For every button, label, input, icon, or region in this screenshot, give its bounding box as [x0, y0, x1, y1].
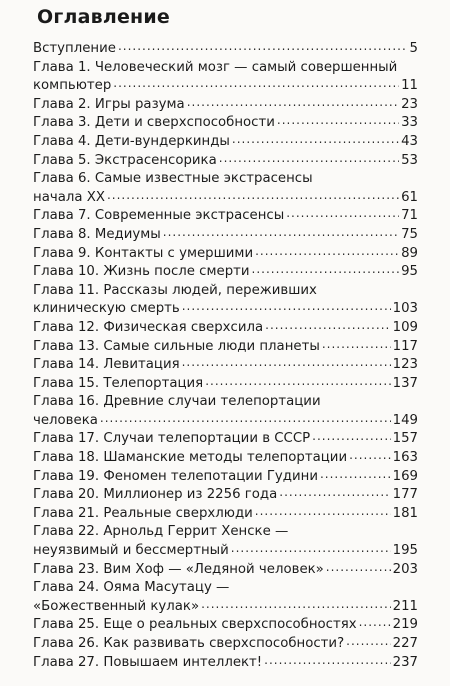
dot-leader	[231, 542, 391, 554]
toc-page-number: 117	[392, 338, 418, 354]
dot-leader	[182, 300, 391, 312]
toc-entry-line	[33, 226, 418, 245]
dot-leader	[312, 430, 390, 442]
toc-entry-title: Глава 12. Физическая сверхсила	[33, 319, 264, 335]
dot-leader	[326, 561, 391, 573]
toc-entry-title: Глава 2. Игры разума	[33, 96, 185, 112]
toc-page-number: 71	[401, 208, 418, 224]
toc-entry-title: Глава 26. Как развивать сверхспособности?	[33, 636, 345, 651]
toc-entry	[33, 282, 418, 319]
toc-entry-title: Глава 27. Повышаем интеллект!	[33, 654, 263, 670]
toc-entry-line	[33, 598, 418, 617]
toc-entry-title: Глава 18. Шаманские методы телепортации	[33, 450, 348, 466]
dot-leader	[346, 635, 390, 647]
toc-entry-line	[33, 40, 418, 59]
toc-entry-line	[33, 152, 418, 171]
toc-entry	[33, 616, 418, 635]
toc-page-number: 195	[392, 543, 418, 559]
toc-entry-text-line: Глава 6. Самые известные экстрасенсы	[33, 171, 313, 187]
toc-entry-line	[33, 375, 418, 394]
toc-entry	[33, 356, 418, 375]
toc-entry-line	[33, 486, 418, 505]
toc-entry-title: Глава 23. Вим Хоф — «Ледяной человек»	[33, 561, 324, 577]
toc-page-number: 211	[392, 598, 418, 614]
dot-leader	[264, 654, 390, 666]
toc-entry	[33, 226, 418, 245]
toc-entry-title: Глава 19. Феномен телепотации Гудини	[33, 468, 318, 484]
toc-entry-title: неуязвимый и бессмертный	[33, 543, 229, 559]
toc-page-number: 203	[392, 561, 418, 577]
toc-entry	[33, 59, 418, 96]
toc-entry-line	[33, 300, 418, 319]
toc-entry	[33, 523, 418, 560]
toc-entry-line	[33, 430, 418, 449]
dot-leader	[277, 114, 399, 126]
toc-entry-line	[33, 468, 418, 487]
toc-entry	[33, 338, 418, 357]
toc-entry	[33, 561, 418, 580]
toc-entry-title: Глава 14. Левитация	[33, 357, 180, 373]
toc-entry-text-line: Глава 24. Ояма Масутацу —	[33, 580, 230, 596]
toc-entry-line	[33, 189, 418, 208]
dot-leader	[118, 40, 408, 52]
dot-leader	[320, 468, 391, 480]
toc-entry	[33, 114, 418, 133]
toc-entry-line	[33, 207, 418, 226]
dot-leader	[219, 152, 399, 164]
toc-entry-title: Глава 10. Жизнь после смерти	[33, 264, 250, 280]
toc-entry-title: Глава 15. Телепортация	[33, 375, 204, 391]
toc-page-number: 89	[401, 245, 418, 261]
toc-page-number: 237	[392, 654, 418, 670]
toc-page-number: 61	[401, 189, 418, 205]
page-title: Оглавление	[37, 6, 170, 28]
toc-page-number: 103	[392, 301, 418, 317]
toc-page-number: 23	[401, 96, 418, 112]
toc-page-number: 33	[401, 115, 418, 131]
toc-page-number: 149	[392, 412, 418, 428]
toc-entry	[33, 245, 418, 264]
toc-entry-title: «Божественный кулак»	[33, 598, 200, 614]
toc-page-number: 75	[401, 226, 418, 242]
toc-entry-line	[33, 412, 418, 431]
toc-entry	[33, 40, 418, 59]
toc-entry-line	[33, 96, 418, 115]
toc-entry-title: клиническую смерть	[33, 301, 180, 317]
toc-entry-title: Глава 21. Реальные сверхлюди	[33, 505, 253, 521]
toc-entry	[33, 393, 418, 430]
dot-leader	[232, 133, 399, 145]
toc-entry-line	[33, 616, 418, 635]
toc-entry	[33, 207, 418, 226]
toc-entry-line	[33, 356, 418, 375]
toc-page-number: 163	[392, 450, 418, 466]
toc-entry-text-line: Глава 1. Человеческий мозг — самый совершенный	[33, 59, 398, 75]
toc-entry-line	[33, 245, 418, 264]
toc-entry-line	[33, 654, 418, 673]
toc-entry-line	[33, 561, 418, 580]
toc-entry-title: Глава 13. Самые сильные люди планеты	[33, 338, 320, 354]
dot-leader	[182, 356, 391, 368]
toc-entry	[33, 430, 418, 449]
dot-leader	[107, 189, 399, 201]
toc-entry-text-line: Глава 16. Древние случаи телепортации	[33, 394, 321, 410]
toc-entry-title: Глава 17. Случаи телепортации в СССР	[33, 431, 311, 447]
toc-entry-title: Глава 5. Экстрасенсорика	[33, 152, 217, 168]
toc-entry-line	[33, 505, 418, 524]
toc-entry-text-line: Глава 22. Арнольд Геррит Хенске —	[33, 524, 289, 540]
toc-entry	[33, 96, 418, 115]
toc-entry-title: Глава 4. Дети-вундеркинды	[33, 133, 230, 149]
toc-page-number: 5	[409, 41, 418, 56]
dot-leader	[255, 245, 399, 257]
toc-entry	[33, 486, 418, 505]
dot-leader	[349, 449, 391, 461]
toc-entry-title: Глава 3. Дети и сверхспособности	[33, 115, 275, 131]
toc-entry	[33, 579, 418, 616]
toc-entry-line	[33, 114, 418, 133]
toc-entry-line	[33, 542, 418, 561]
toc-entry-line	[33, 338, 418, 357]
toc-page-number: 43	[401, 133, 418, 149]
dot-leader	[265, 319, 390, 331]
toc-entry-title: Глава 7. Современные экстрасенсы	[33, 208, 285, 224]
toc-entry	[33, 170, 418, 207]
toc-entry-title: начала XX	[33, 189, 105, 205]
toc-page-number: 227	[392, 636, 418, 651]
toc-entry-title: Глава 8. Медиумы	[33, 226, 161, 242]
toc-entry-text-line: Глава 11. Рассказы людей, переживших	[33, 282, 317, 298]
dot-leader	[322, 338, 391, 350]
dot-leader	[286, 207, 399, 219]
toc-entry	[33, 654, 418, 673]
toc-entry-title: Вступление	[33, 41, 116, 56]
toc-page-number: 123	[392, 357, 418, 373]
toc-entry	[33, 505, 418, 524]
toc-page-number: 95	[401, 264, 418, 280]
toc-entry-title: Глава 25. Еще о реальных сверхспособностях	[33, 617, 357, 633]
toc-entry-line	[33, 449, 418, 468]
dot-leader	[113, 77, 399, 89]
toc-entry-line	[33, 635, 418, 654]
toc-page-number: 157	[392, 431, 418, 447]
toc-entry-line	[33, 319, 418, 338]
toc-entry	[33, 449, 418, 468]
toc-entry	[33, 133, 418, 152]
toc-entry-title: компьютер	[33, 78, 112, 94]
toc-entry-line	[33, 133, 418, 152]
toc-page-number: 137	[392, 375, 418, 391]
toc-entry	[33, 263, 418, 282]
toc-entry-title: Глава 20. Миллионер из 2256 года	[33, 487, 278, 503]
dot-leader	[187, 96, 399, 108]
dot-leader	[255, 505, 391, 517]
toc-entry-title: Глава 9. Контакты с умершими	[33, 245, 254, 261]
toc-list	[33, 40, 418, 672]
toc-page-number: 219	[392, 617, 418, 633]
toc-entry	[33, 319, 418, 338]
toc-entry-line	[33, 263, 418, 282]
toc-entry	[33, 152, 418, 171]
dot-leader	[252, 263, 400, 275]
toc-page-number: 181	[392, 505, 418, 521]
dot-leader	[100, 412, 391, 424]
toc-entry	[33, 468, 418, 487]
dot-leader	[205, 375, 390, 387]
toc-page-number: 11	[401, 78, 418, 94]
toc-page-number: 53	[401, 152, 418, 168]
toc-entry	[33, 375, 418, 394]
dot-leader	[201, 598, 391, 610]
toc-page-number: 177	[392, 487, 418, 503]
dot-leader	[359, 616, 391, 628]
toc-page-number: 169	[392, 468, 418, 484]
toc-entry	[33, 635, 418, 654]
dot-leader	[163, 226, 399, 238]
toc-entry-line	[33, 77, 418, 96]
toc-entry-title: человека	[33, 412, 98, 428]
dot-leader	[279, 486, 390, 498]
toc-page-number: 109	[392, 319, 418, 335]
